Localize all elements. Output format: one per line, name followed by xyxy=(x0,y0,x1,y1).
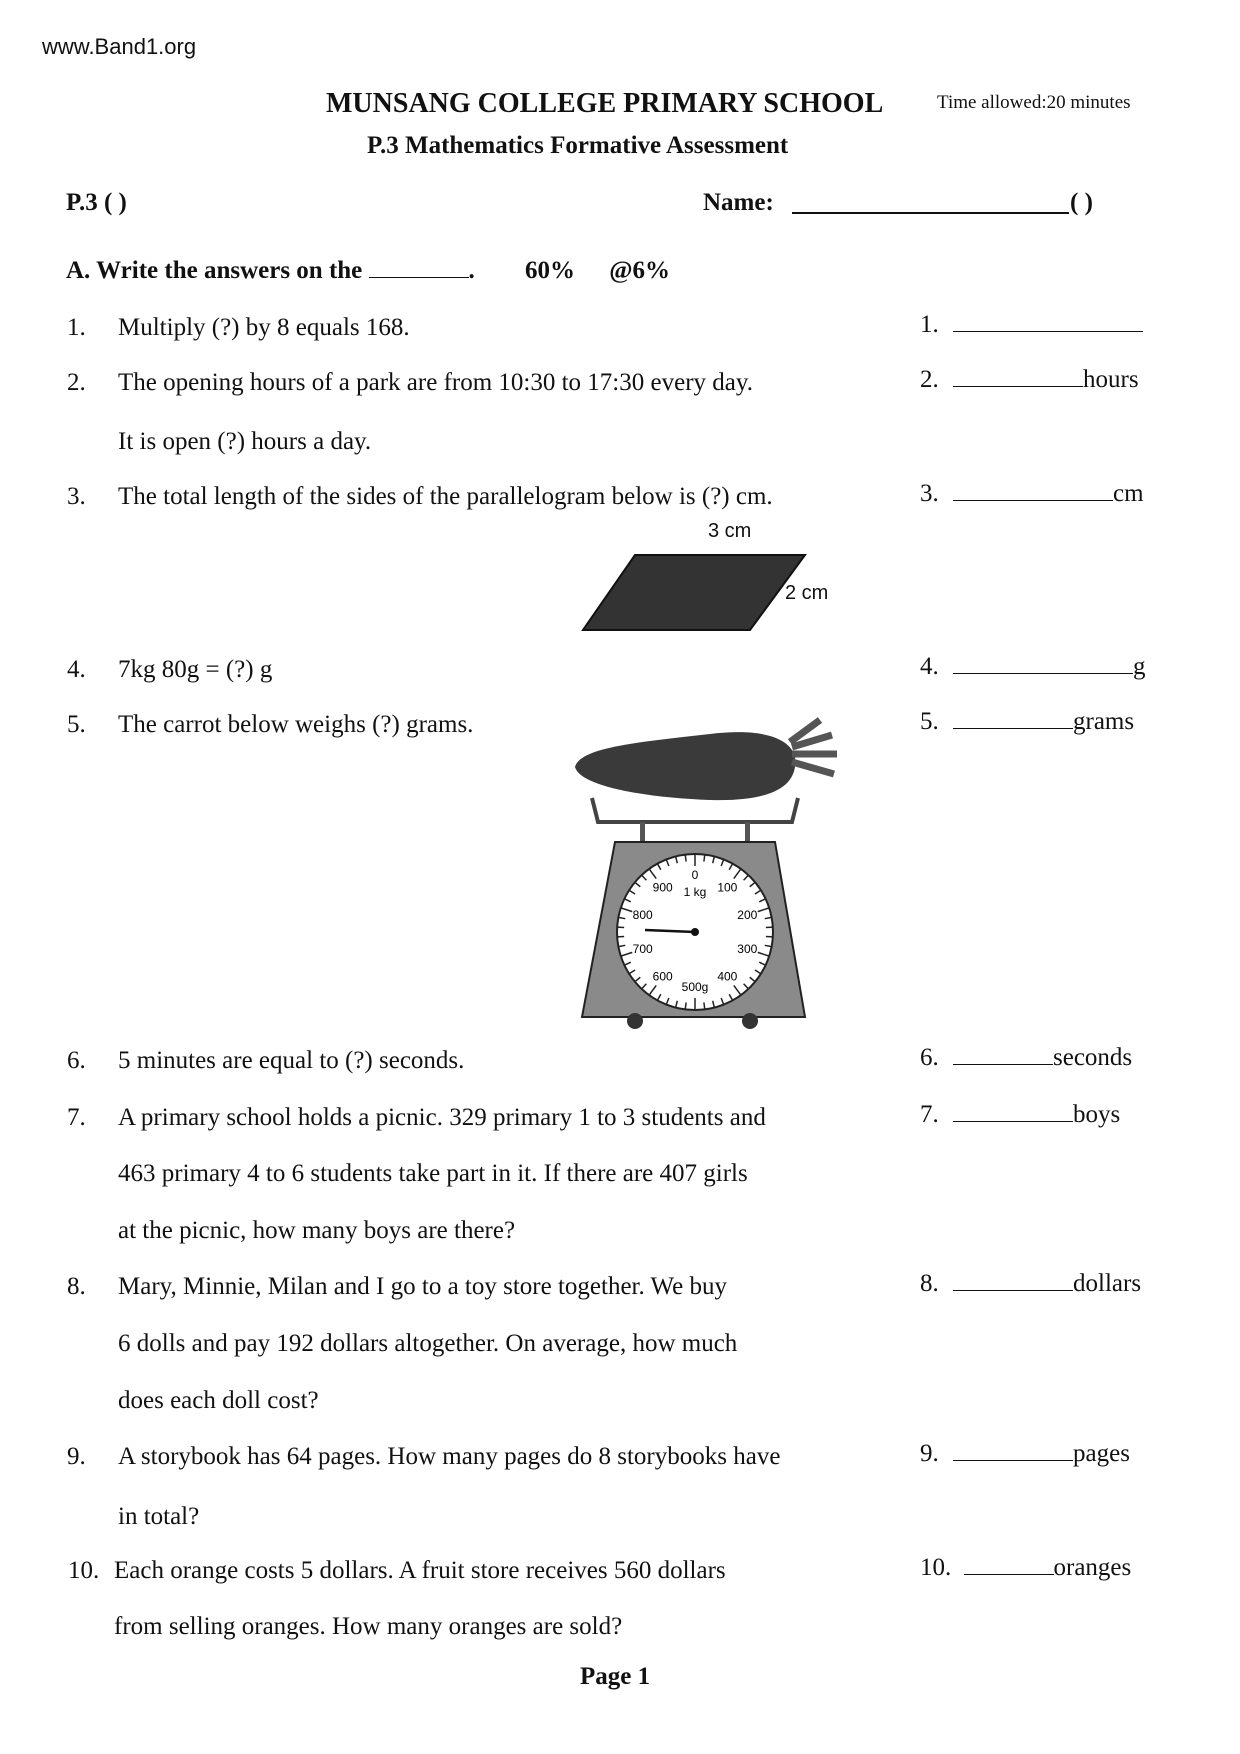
dial-tick xyxy=(704,1002,705,1009)
question-text: at the picnic, how many boys are there? xyxy=(118,1217,516,1244)
question-text: The total length of the sides of the parallelogram below is (?) cm. xyxy=(118,483,773,510)
answer-unit: pages xyxy=(1073,1440,1130,1467)
question-number: 9. xyxy=(67,1443,86,1470)
answer-field xyxy=(920,1552,1131,1583)
answer-field xyxy=(920,651,1146,682)
answer-unit: g xyxy=(1133,653,1146,680)
question-text: 6 dolls and pay 192 dollars altogether. On average, how much xyxy=(118,1330,738,1357)
dial-label: 600 xyxy=(652,969,673,984)
dial-tick xyxy=(685,1002,686,1009)
top-side-label: 3 cm xyxy=(708,520,752,542)
answer-blank[interactable] xyxy=(953,478,1113,501)
parallelogram-figure xyxy=(580,520,840,635)
class-field: P.3 ( ) xyxy=(66,189,127,216)
question-text: in total? xyxy=(118,1503,200,1530)
answer-number: 5. xyxy=(920,708,939,735)
section-dot: . xyxy=(468,257,475,284)
subtitle: P.3 Mathematics Formative Assessment xyxy=(367,132,789,159)
answer-unit: grams xyxy=(1073,708,1135,735)
dial-label: 700 xyxy=(632,941,653,956)
answer-unit: dollars xyxy=(1073,1270,1142,1297)
section-heading xyxy=(66,255,670,286)
section-weight: 60% xyxy=(525,257,576,284)
dial-tick xyxy=(704,855,705,862)
question-text: Mary, Minnie, Milan and I go to a toy store together. We buy xyxy=(118,1273,727,1300)
answer-number: 4. xyxy=(920,653,939,680)
dial-label: 400 xyxy=(717,969,738,984)
answer-unit: oranges xyxy=(1053,1554,1132,1581)
answer-blank[interactable] xyxy=(953,706,1073,729)
question-text: Each orange costs 5 dollars. A fruit store receives 560 dollars xyxy=(114,1557,726,1584)
kitchen-scale xyxy=(560,712,840,1032)
section-title: A. Write the answers on the xyxy=(66,257,363,284)
answer-blank[interactable] xyxy=(953,651,1133,674)
question-text: from selling oranges. How many oranges are sold? xyxy=(114,1613,623,1640)
answer-number: 2. xyxy=(920,366,939,393)
school-title: MUNSANG COLLEGE PRIMARY SCHOOL xyxy=(326,88,884,119)
question-text: 7kg 80g = (?) g xyxy=(118,656,273,683)
answer-field xyxy=(920,1042,1132,1073)
question-number: 8. xyxy=(67,1273,86,1300)
answer-blank[interactable] xyxy=(953,364,1083,387)
answer-field xyxy=(920,1099,1120,1130)
answer-blank[interactable] xyxy=(953,309,1143,332)
answer-number: 9. xyxy=(920,1440,939,1467)
question-number: 5. xyxy=(67,711,86,738)
question-text: The opening hours of a park are from 10:30 to 17:30 every day. xyxy=(118,369,753,396)
answer-number: 10. xyxy=(920,1554,952,1581)
dial-label: 300 xyxy=(737,941,758,956)
watermark: www.Band1.org xyxy=(42,34,197,59)
answer-number: 7. xyxy=(920,1101,939,1128)
question-text: It is open (?) hours a day. xyxy=(118,428,372,455)
side-label: 2 cm xyxy=(785,582,829,604)
dial-label: 500g xyxy=(681,980,709,994)
section-each: @6% xyxy=(609,257,671,284)
dial-label: 900 xyxy=(652,880,673,895)
dial-tick xyxy=(685,855,686,862)
answer-blank[interactable] xyxy=(953,1042,1053,1065)
question-text: A storybook has 64 pages. How many pages do 8 storybooks have xyxy=(118,1443,781,1470)
carrot-on-scale-figure xyxy=(560,712,840,1032)
question-text: Multiply (?) by 8 equals 168. xyxy=(118,314,410,341)
dial-label: 100 xyxy=(717,880,738,895)
class-number-field: ( ) xyxy=(1070,189,1093,216)
time-allowed: Time allowed:20 minutes xyxy=(937,92,1131,113)
question-text: 5 minutes are equal to (?) seconds. xyxy=(118,1047,465,1074)
answer-field xyxy=(920,364,1139,395)
answer-blank[interactable] xyxy=(953,1268,1073,1291)
dial-label: 1 kg xyxy=(683,885,707,899)
answer-number: 1. xyxy=(920,311,939,338)
question-number: 7. xyxy=(67,1104,86,1131)
question-number: 6. xyxy=(67,1047,86,1074)
answer-unit: seconds xyxy=(1053,1044,1133,1071)
question-text: 463 primary 4 to 6 students take part in it. If there are 407 girls xyxy=(118,1160,748,1187)
answer-field xyxy=(920,1268,1141,1299)
page-number: Page 1 xyxy=(580,1663,651,1690)
question-number: 10. xyxy=(68,1557,100,1584)
answer-unit: boys xyxy=(1073,1101,1121,1128)
answer-number: 6. xyxy=(920,1044,939,1071)
answer-number: 3. xyxy=(920,480,939,507)
answer-unit: cm xyxy=(1113,480,1144,507)
name-input-line[interactable] xyxy=(792,212,1069,214)
dial-label: 200 xyxy=(737,908,758,923)
dial-label: 800 xyxy=(632,908,653,923)
answer-field xyxy=(920,309,1143,340)
question-text: does each doll cost? xyxy=(118,1387,319,1414)
dial-label: 0 xyxy=(691,868,699,882)
question-text: A primary school holds a picnic. 329 primary 1 to 3 students and xyxy=(118,1104,766,1131)
answer-field xyxy=(920,706,1134,737)
answer-blank[interactable] xyxy=(964,1552,1054,1575)
question-number: 1. xyxy=(67,314,86,341)
carrot xyxy=(575,720,837,800)
answer-blank[interactable] xyxy=(953,1438,1073,1461)
answer-field xyxy=(920,478,1144,509)
name-label: Name: xyxy=(703,189,774,216)
answer-number: 8. xyxy=(920,1270,939,1297)
answer-blank[interactable] xyxy=(953,1099,1073,1122)
question-number: 2. xyxy=(67,369,86,396)
answer-unit: hours xyxy=(1083,366,1139,393)
answer-field xyxy=(920,1438,1130,1469)
question-number: 4. xyxy=(67,656,86,683)
section-blank xyxy=(369,255,469,278)
question-number: 3. xyxy=(67,483,86,510)
question-text: The carrot below weighs (?) grams. xyxy=(118,711,474,738)
